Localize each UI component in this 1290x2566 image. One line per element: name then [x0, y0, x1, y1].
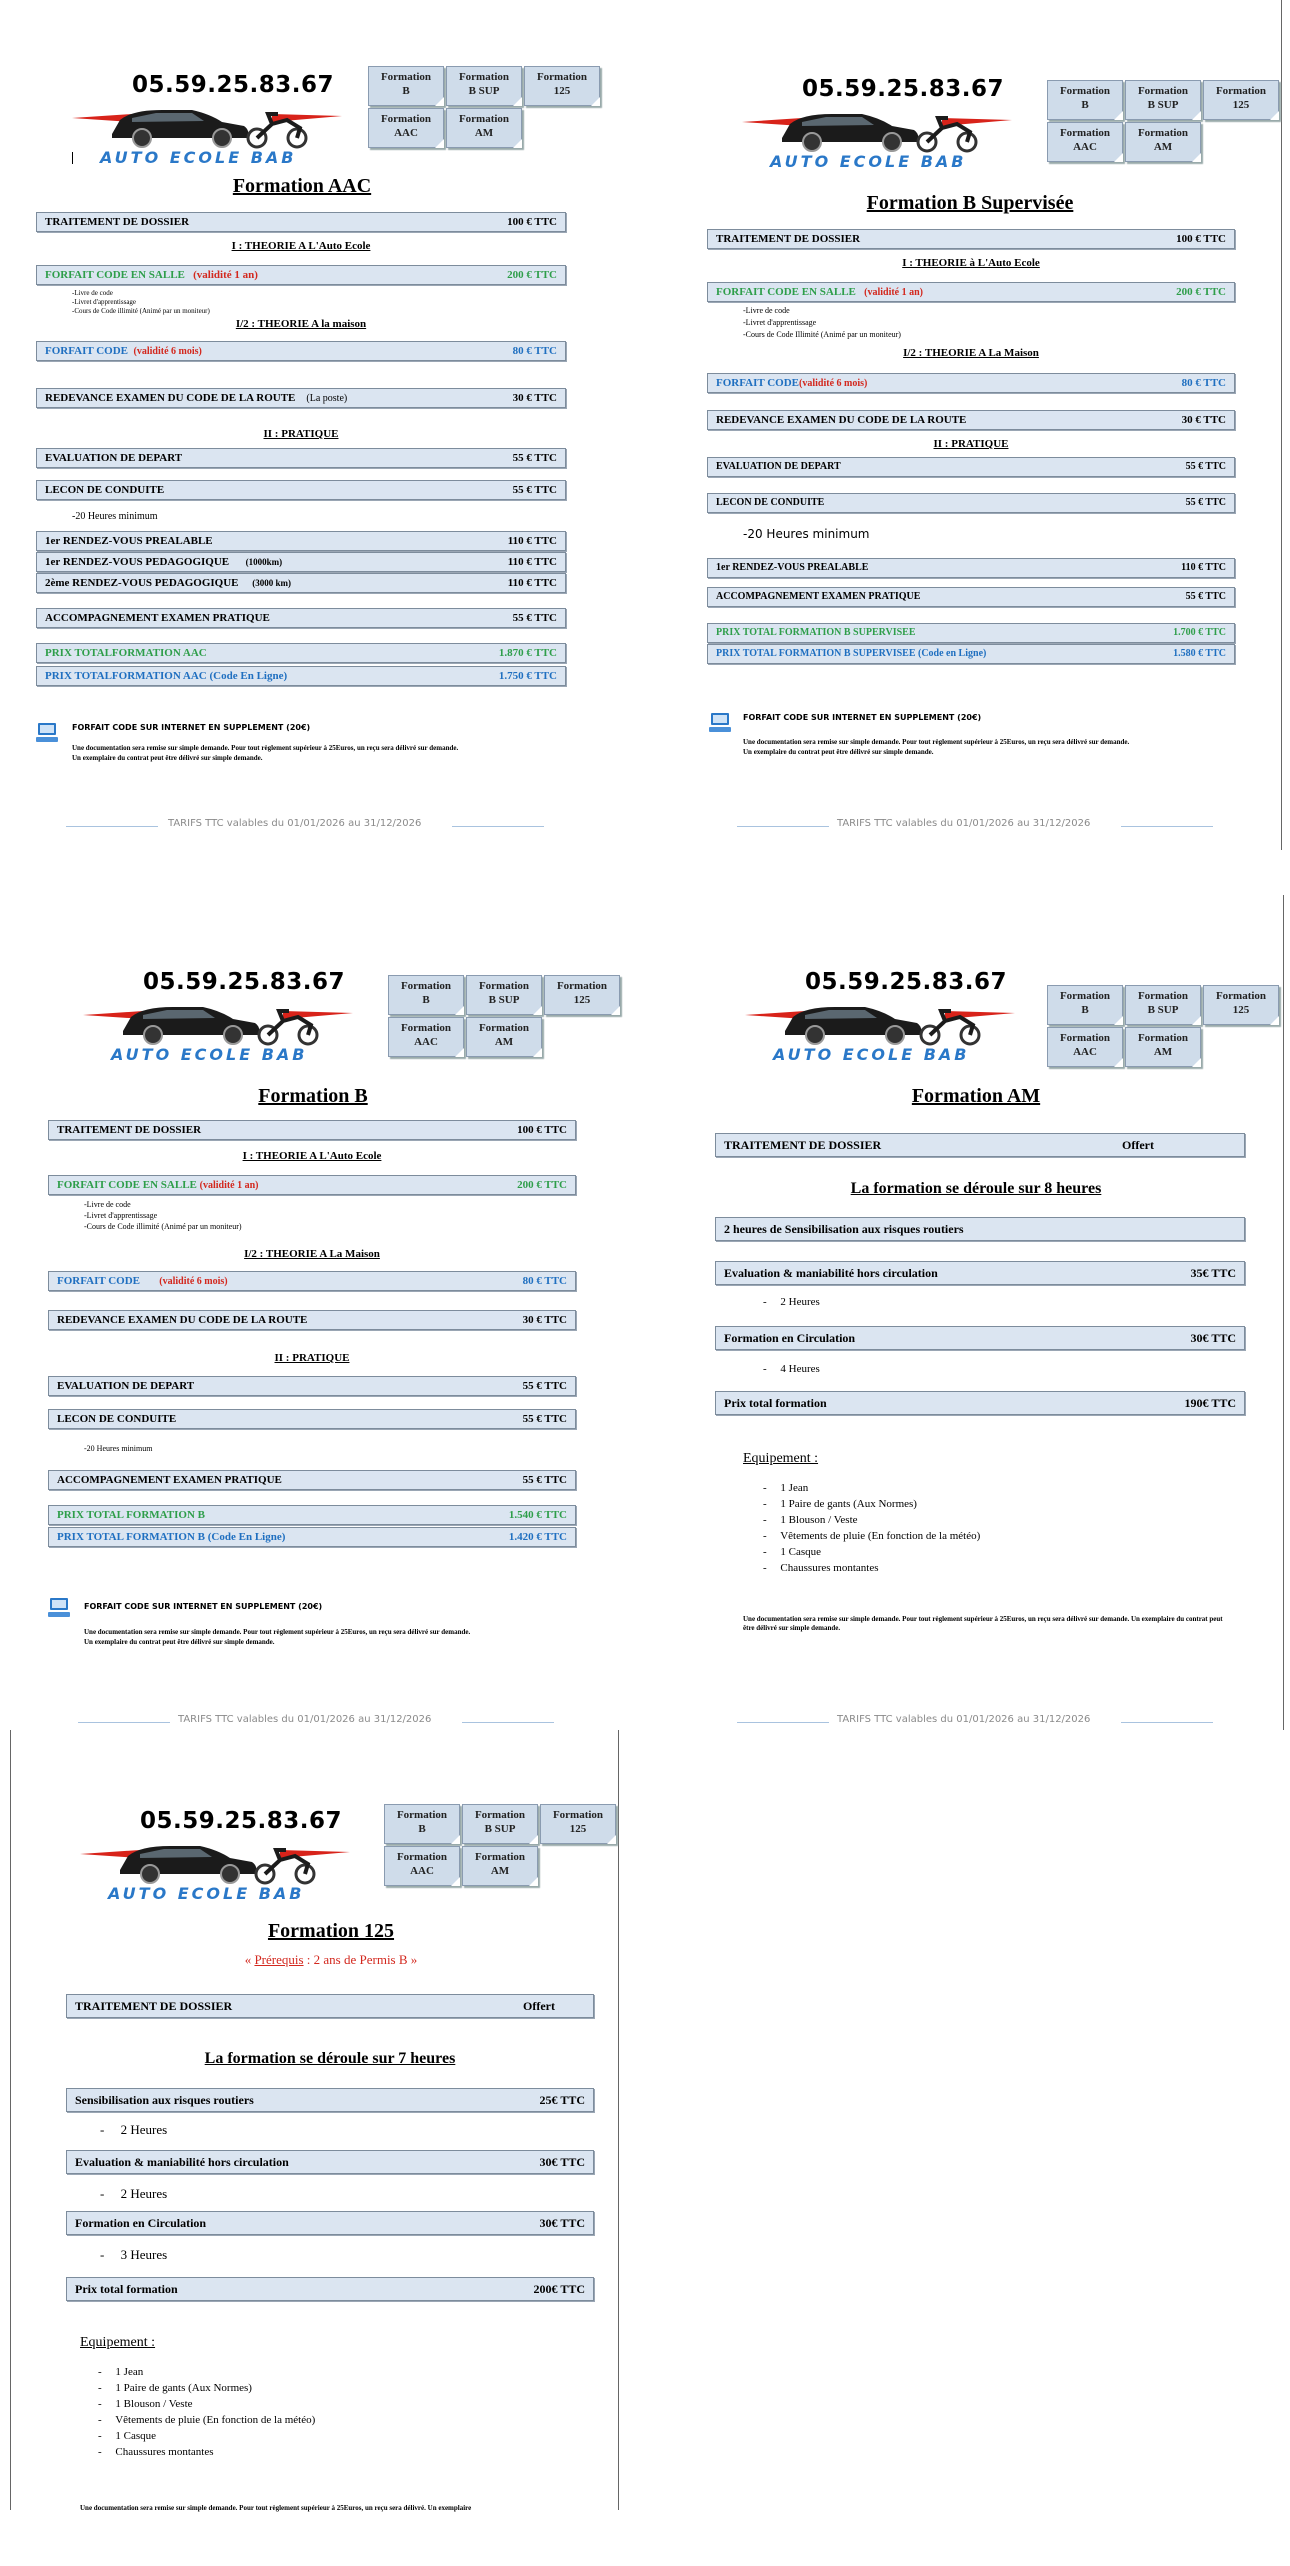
car-moto-icon [80, 1836, 360, 1886]
equipment-list [98, 2364, 315, 2460]
list-item: - 1 Jean [763, 1482, 809, 1494]
page-125 [0, 1740, 620, 2566]
section-pratique: II : PRATIQUE [933, 438, 1009, 450]
forfait-internet: FORFAIT CODE SUR INTERNET EN SUPPLEMENT (20€) [84, 1602, 323, 1611]
computer-icon [707, 712, 733, 734]
logo-phone: 05.59.25.83.67 [132, 72, 334, 98]
detail-line: -Livre de code [84, 1200, 131, 1209]
row-evaluation: Evaluation & maniabilité hors circulation 35€ TTC [715, 1261, 1245, 1285]
row-rdv-peda-1: 1er RENDEZ-VOUS PEDAGOGIQUE (1000km) 110 € TTC [36, 552, 566, 572]
logo-brand-name: AUTO ECOLE BAB [111, 1045, 308, 1064]
footer-line [452, 826, 544, 827]
doc-note: Un exemplaire du contrat peut être délivré sur simple demande. [743, 748, 934, 756]
row-dossier: TRAITEMENT DE DOSSIER Offert [66, 1994, 594, 2018]
doc-note: Un exemplaire du contrat peut être délivré sur simple demande. [72, 754, 263, 762]
nav-formation-bsup[interactable]: Formation B SUP [1125, 985, 1201, 1025]
row-dossier: TRAITEMENT DE DOSSIER 100 € TTC [36, 212, 566, 232]
computer-icon [34, 722, 60, 744]
equipment-list [763, 1480, 980, 1576]
hours-bullet: - 2 Heures [763, 1296, 820, 1308]
row-total-online: PRIX TOTAL FORMATION B SUPERVISEE (Code en Ligne) 1.580 € TTC [707, 644, 1235, 664]
logo-brand-name: AUTO ECOLE BAB [770, 152, 967, 171]
footer-validity: TARIFS TTC valables du 01/01/2026 au 31/12/2026 [178, 1714, 432, 1725]
row-evaluation: EVALUATION DE DEPART 55 € TTC [707, 457, 1235, 477]
row-dossier: TRAITEMENT DE DOSSIER Offert [715, 1133, 1245, 1157]
prerequisite: « Prérequis : 2 ans de Permis B » [244, 1952, 418, 1967]
logo-phone: 05.59.25.83.67 [143, 969, 345, 995]
list-item: - 1 Jean [98, 2366, 144, 2378]
forfait-internet: FORFAIT CODE SUR INTERNET EN SUPPLEMENT (20€) [743, 713, 982, 722]
footer-line [737, 1722, 829, 1723]
row-total: Prix total formation 190€ TTC [715, 1391, 1245, 1415]
detail-line: -Cours de Code illimité (Animé par un moniteur) [84, 1222, 242, 1231]
row-accompagnement: ACCOMPAGNEMENT EXAMEN PRATIQUE 55 € TTC [48, 1470, 576, 1490]
section-heading: La formation se déroule sur 8 heures [850, 1180, 1102, 1197]
page-bsup [645, 0, 1290, 860]
logo [742, 76, 1022, 176]
doc-note: Une documentation sera remise sur simple demande. Pour tout règlement supérieur à 25Euros, un reçu sera délivré. Un exemplaire [80, 2504, 472, 2512]
nav-formation-am[interactable]: Formation AM [1125, 122, 1201, 162]
row-sensibilisation: Sensibilisation aux risques routiers 25€ TTC [66, 2088, 594, 2112]
hours-bullet: - 2 Heures [100, 2186, 168, 2201]
logo-brand-name: AUTO ECOLE BAB [773, 1045, 970, 1064]
section-pratique: II : PRATIQUE [263, 428, 339, 440]
detail-line: -Cours de Code Illimité (Animé par un moniteur) [743, 330, 901, 339]
section-heading: La formation se déroule sur 7 heures [204, 2050, 456, 2067]
row-code-salle: FORFAIT CODE EN SALLE (validité 1 an) 200 € TTC [707, 282, 1235, 302]
list-item: - 1 Casque [98, 2430, 157, 2442]
detail-line: -Livre de code [72, 289, 113, 297]
nav-formation-b[interactable]: Formation B [368, 66, 444, 106]
footer-validity: TARIFS TTC valables du 01/01/2026 au 31/12/2026 [168, 818, 422, 829]
section-pratique: II : PRATIQUE [274, 1352, 350, 1364]
list-item: - Chaussures montantes [98, 2446, 214, 2458]
footer-line [1121, 826, 1213, 827]
nav-links [388, 975, 620, 1055]
row-total: PRIX TOTAL FORMATION B SUPERVISEE 1.700 € TTC [707, 623, 1235, 643]
doc-note: Une documentation sera remise sur simple demande. Pour tout règlement supérieur à 25Euros, un reçu sera délivré sur demande. [84, 1628, 471, 1636]
nav-formation-bsup[interactable]: Formation B SUP [446, 66, 522, 106]
nav-formation-bsup[interactable]: Formation B SUP [462, 1804, 538, 1844]
section-theory-home: I/2 : THEORIE A la maison [235, 318, 367, 330]
row-redevance: REDEVANCE EXAMEN DU CODE DE LA ROUTE (La poste) 30 € TTC [36, 388, 566, 408]
list-item: - 1 Paire de gants (Aux Normes) [763, 1498, 917, 1510]
nav-formation-am[interactable]: Formation AM [466, 1017, 542, 1057]
detail-min: -20 Heures minimum [743, 527, 870, 541]
logo [745, 969, 1025, 1069]
nav-formation-b[interactable]: Formation B [1047, 80, 1123, 120]
detail-line: -Livre de code [743, 306, 790, 315]
row-sensibilisation: 2 heures de Sensibilisation aux risques routiers [715, 1217, 1245, 1241]
detail-min: -20 Heures minimum [72, 511, 158, 522]
hours-bullet: - 2 Heures [100, 2122, 168, 2137]
logo-phone: 05.59.25.83.67 [802, 76, 1004, 102]
row-total-online: PRIX TOTALFORMATION AAC (Code En Ligne) 1.750 € TTC [36, 666, 566, 686]
nav-formation-aac[interactable]: Formation AAC [1047, 1027, 1123, 1067]
nav-formation-125[interactable]: Formation 125 [1203, 985, 1279, 1025]
row-total: PRIX TOTAL FORMATION B 1.540 € TTC [48, 1505, 576, 1525]
footer-line [66, 826, 158, 827]
nav-links [384, 1804, 616, 1884]
doc-note: Une documentation sera remise sur simple demande. Pour tout règlement supérieur à 25Euros, un reçu sera délivré sur demande. [72, 744, 459, 752]
row-lecon: LECON DE CONDUITE 55 € TTC [36, 480, 566, 500]
nav-formation-125[interactable]: Formation 125 [540, 1804, 616, 1844]
list-item: - 1 Blouson / Veste [763, 1514, 858, 1526]
nav-links [1047, 80, 1279, 160]
car-moto-icon [83, 997, 363, 1047]
section-theory: I : THEORIE à L'Auto Ecole [902, 257, 1040, 269]
section-theory-home: I/2 : THEORIE A La Maison [244, 1248, 380, 1260]
row-redevance: REDEVANCE EXAMEN DU CODE DE LA ROUTE 30 € TTC [48, 1310, 576, 1330]
row-dossier: TRAITEMENT DE DOSSIER 100 € TTC [48, 1120, 576, 1140]
equipment-heading: Equipement : [743, 1451, 819, 1466]
detail-line: -Cours de Code illimité (Animé par un moniteur) [72, 307, 210, 315]
footer-validity: TARIFS TTC valables du 01/01/2026 au 31/12/2026 [837, 1714, 1091, 1725]
row-forfait-code: FORFAIT CODE (validité 6 mois) 80 € TTC [36, 341, 566, 361]
row-evaluation: EVALUATION DE DEPART 55 € TTC [36, 448, 566, 468]
row-rdv-peda-2: 2ème RENDEZ-VOUS PEDAGOGIQUE (3000 km) 110 € TTC [36, 573, 566, 593]
nav-formation-am[interactable]: Formation AM [462, 1846, 538, 1886]
row-total: Prix total formation 200€ TTC [66, 2277, 594, 2301]
row-forfait-code: FORFAIT CODE(validité 6 mois) 80 € TTC [707, 373, 1235, 393]
section-theory: I : THEORIE A L'Auto Ecole [242, 1150, 382, 1162]
nav-formation-b[interactable]: Formation B [388, 975, 464, 1015]
nav-formation-b[interactable]: Formation B [384, 1804, 460, 1844]
equipment-heading: Equipement : [80, 2335, 156, 2350]
nav-formation-aac[interactable]: Formation AAC [1047, 122, 1123, 162]
detail-min: -20 Heures minimum [84, 1444, 153, 1453]
nav-formation-125[interactable]: Formation 125 [524, 66, 600, 106]
row-evaluation: EVALUATION DE DEPART 55 € TTC [48, 1376, 576, 1396]
car-moto-icon [745, 997, 1025, 1047]
logo-phone: 05.59.25.83.67 [805, 969, 1007, 995]
detail-line: -Livret d'apprentissage [84, 1211, 158, 1220]
row-code-salle: FORFAIT CODE EN SALLE (validité 1 an) 200 € TTC [36, 265, 566, 285]
row-circulation: Formation en Circulation 30€ TTC [66, 2211, 594, 2235]
list-item: - 1 Casque [763, 1546, 822, 1558]
nav-formation-125[interactable]: Formation 125 [1203, 80, 1279, 120]
nav-links [1047, 985, 1279, 1065]
row-redevance: REDEVANCE EXAMEN DU CODE DE LA ROUTE 30 € TTC [707, 410, 1235, 430]
logo-phone: 05.59.25.83.67 [140, 1808, 342, 1834]
section-theory-home: I/2 : THEORIE A La Maison [903, 347, 1039, 359]
row-total: PRIX TOTALFORMATION AAC 1.870 € TTC [36, 643, 566, 663]
page-title: Formation AM [911, 1085, 1041, 1107]
list-item: - Chaussures montantes [763, 1562, 879, 1574]
footer-validity: TARIFS TTC valables du 01/01/2026 au 31/12/2026 [837, 818, 1091, 829]
row-accompagnement: ACCOMPAGNEMENT EXAMEN PRATIQUE 55 € TTC [707, 587, 1235, 607]
list-item: - Vêtements de pluie (En fonction de la météo) [763, 1530, 981, 1542]
page-aac [0, 0, 645, 860]
page-title: Formation B [258, 1085, 368, 1107]
row-accompagnement: ACCOMPAGNEMENT EXAMEN PRATIQUE 55 € TTC [36, 608, 566, 628]
page-b [0, 865, 645, 1725]
row-lecon: LECON DE CONDUITE 55 € TTC [707, 493, 1235, 513]
nav-formation-aac[interactable]: Formation AAC [388, 1017, 464, 1057]
row-lecon: LECON DE CONDUITE 55 € TTC [48, 1409, 576, 1429]
row-total-online: PRIX TOTAL FORMATION B (Code En Ligne) 1.420 € TTC [48, 1527, 576, 1547]
detail-line: -Livret d'apprentissage [72, 298, 137, 306]
footer-line [1121, 1722, 1213, 1723]
car-moto-icon [742, 104, 1022, 154]
hours-bullet: - 4 Heures [763, 1363, 820, 1375]
doc-note: Un exemplaire du contrat peut être délivré sur simple demande. [84, 1638, 275, 1646]
list-item: - 1 Blouson / Veste [98, 2398, 193, 2410]
nav-formation-am[interactable]: Formation AM [446, 108, 522, 148]
nav-formation-aac[interactable]: Formation AAC [368, 108, 444, 148]
nav-links [368, 66, 600, 146]
row-code-salle: FORFAIT CODE EN SALLE (validité 1 an) 200 € TTC [48, 1175, 576, 1195]
row-dossier: TRAITEMENT DE DOSSIER 100 € TTC [707, 229, 1235, 249]
footer-line [462, 1722, 554, 1723]
page-title: Formation B Supervisée [866, 192, 1074, 214]
doc-note: Une documentation sera remise sur simple demande. Pour tout règlement supérieur à 25Euros, un reçu sera délivré sur demande. Un exemplaire du contrat peut être délivré sur simple demande. [743, 1615, 1223, 1632]
logo [72, 72, 352, 172]
nav-formation-125[interactable]: Formation 125 [544, 975, 620, 1015]
car-moto-icon [72, 100, 352, 150]
list-item: - 1 Paire de gants (Aux Normes) [98, 2382, 252, 2394]
logo-brand-name: AUTO ECOLE BAB [100, 148, 297, 167]
doc-note: Une documentation sera remise sur simple demande. Pour tout règlement supérieur à 25Euros, un reçu sera délivré sur demande. [743, 738, 1130, 746]
footer-line [737, 826, 829, 827]
row-circulation: Formation en Circulation 30€ TTC [715, 1326, 1245, 1350]
computer-icon [46, 1597, 72, 1619]
section-theory: I : THEORIE A L'Auto Ecole [231, 240, 371, 252]
nav-formation-aac[interactable]: Formation AAC [384, 1846, 460, 1886]
row-rdv-prealable: 1er RENDEZ-VOUS PREALABLE 110 € TTC [707, 558, 1235, 578]
prerequisite-link[interactable]: Prérequis [254, 1952, 304, 1967]
page-am [645, 865, 1290, 1725]
row-forfait-code: FORFAIT CODE (validité 6 mois) 80 € TTC [48, 1271, 576, 1291]
logo-brand-name: AUTO ECOLE BAB [108, 1884, 305, 1903]
list-item: - Vêtements de pluie (En fonction de la météo) [98, 2414, 316, 2426]
cursor-mark [72, 152, 73, 164]
page-title: Formation 125 [267, 1920, 395, 1942]
page-title: Formation AAC [232, 175, 372, 197]
logo [80, 1808, 360, 1908]
hours-bullet: - 3 Heures [100, 2247, 168, 2262]
nav-formation-am[interactable]: Formation AM [1125, 1027, 1201, 1067]
forfait-internet: FORFAIT CODE SUR INTERNET EN SUPPLEMENT (20€) [72, 723, 311, 732]
detail-line: -Livret d'apprentissage [743, 318, 817, 327]
row-evaluation: Evaluation & maniabilité hors circulation 30€ TTC [66, 2150, 594, 2174]
nav-formation-bsup[interactable]: Formation B SUP [466, 975, 542, 1015]
row-rdv-prealable: 1er RENDEZ-VOUS PREALABLE 110 € TTC [36, 531, 566, 551]
nav-formation-bsup[interactable]: Formation B SUP [1125, 80, 1201, 120]
nav-formation-b[interactable]: Formation B [1047, 985, 1123, 1025]
footer-line [78, 1722, 170, 1723]
logo [83, 969, 363, 1069]
